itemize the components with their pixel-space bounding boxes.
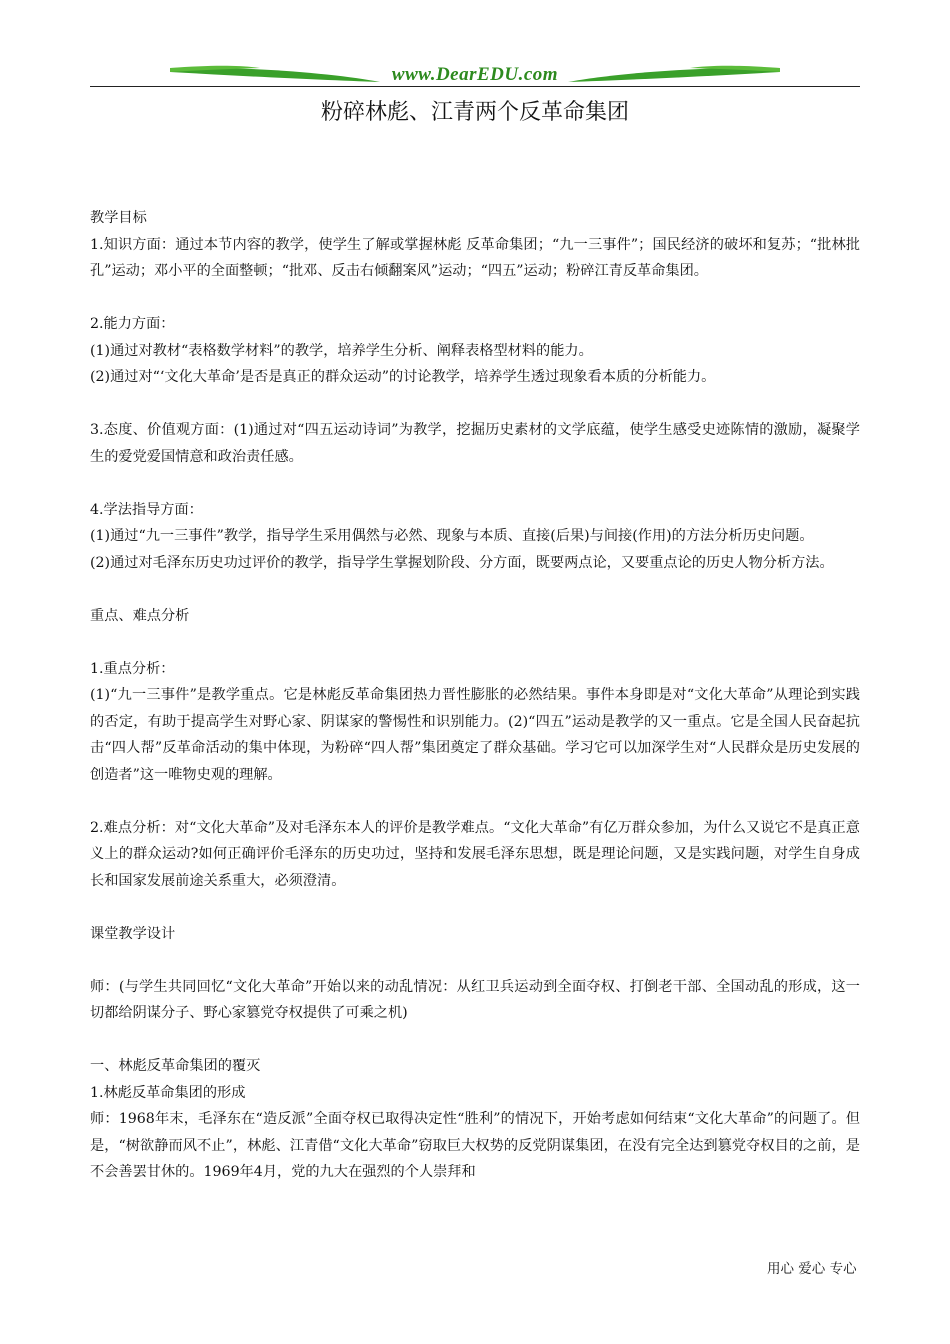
paragraph: (1)通过对教材“表格数学材料”的教学，培养学生分析、阐释表格型材料的能力。: [90, 342, 593, 359]
paragraph: 4.学法指导方面：: [90, 501, 203, 518]
paragraph-gap: [90, 1027, 860, 1054]
paragraph: 2.难点分析：对“文化大革命”及对毛泽东本人的评价是教学难点。“文化大革命”有亿万群众参加，为什么又说它不是真正意义上的群众运动?如何正确评价毛泽东的历史功过，坚持和发展毛泽东思想，既是理论问题，又是实践问题，对学生自身成长和国家发展前途关系重大，必须澄清。: [90, 819, 860, 889]
paragraph: 2.能力方面：: [90, 316, 175, 332]
paragraph-gap: [90, 576, 860, 603]
paragraph-gap: [90, 947, 860, 974]
page-title: 粉碎林彪、江青两个反革命集团: [320, 100, 629, 125]
paragraph: 1.林彪反革命集团的形成: [90, 1084, 246, 1101]
paragraph-gap: [90, 391, 860, 418]
paragraph: 1.重点分析：: [90, 660, 175, 677]
paragraph-gap: [90, 285, 860, 312]
paragraph: (2)通过对毛泽东历史功过评价的教学，指导学生掌握划阶段、分方面，既要两点论，又要重点论的历史人物分析方法。: [90, 554, 834, 571]
site-brand[interactable]: www.DearEDU.com: [391, 64, 559, 85]
paragraph: (1)通过“九一三事件”教学，指导学生采用偶然与必然、现象与本质、直接(后果)与间接(作用)的方法分析历史问题。: [90, 528, 814, 544]
paragraph: 师：1968年末，毛泽东在“造反派”全面夺权已取得决定性“胜利”的情况下，开始考虑如何结束“文化大革命”的问题了。但是，“树欲静而风不止”，林彪、江青借“文化大革命”窃取巨大权势的反党阴谋集团，在没有完全达到篡党夺权目的之前，是不会善罢甘休的。1969年4月，党的九大在强烈的个人崇拜和: [90, 1111, 860, 1180]
document-body: [90, 205, 860, 1186]
paragraph: 教学目标: [90, 210, 147, 226]
paragraph-gap: [90, 470, 860, 497]
paragraph-gap: [90, 894, 860, 921]
footer-slogan: 用心 爱心 专心: [767, 1261, 857, 1277]
paragraph: 一、林彪反革命集团的覆灭: [90, 1058, 261, 1074]
header-rule: [90, 86, 860, 87]
paragraph: (1)“九一三事件”是教学重点。它是林彪反革命集团热力晋性膨胀的必然结果。事件本身即是对“文化大革命”从理论到实践的否定，有助于提高学生对野心家、阴谋家的警惕性和识别能力。(2)“四五”运动是教学的又一重点。它是全国人民奋起抗击“四人帮”反革命活动的集中体现，为粉碎“四人帮”集团奠定了群众基础。学习它可以加深学生对“人民群众是历史发展的创造者”这一唯物史观的理解。: [90, 687, 860, 783]
paragraph-gap: [90, 788, 860, 815]
paragraph: 师：(与学生共同回忆“文化大革命”开始以来的动乱情况：从红卫兵运动到全面夺权、打倒老干部、全国动乱的形成，这一切都给阴谋分子、野心家篡党夺权提供了可乘之机): [90, 978, 860, 1021]
paragraph-gap: [90, 629, 860, 656]
paragraph: 1.知识方面：通过本节内容的教学，使学生了解或掌握林彪 反革命集团；“九一三事件”；国民经济的破坏和复苏；“批林批孔”运动；邓小平的全面整顿；“批邓、反击右倾翻案风”运动；“四五”运动；粉碎江青反革命集团。: [90, 236, 860, 279]
paragraph: 重点、难点分析: [90, 607, 190, 624]
paragraph: 课堂教学设计: [90, 925, 176, 942]
paragraph: (2)通过对“‘文化大革命’是否是真正的群众运动”的讨论教学，培养学生透过现象看本质的分析能力。: [90, 369, 716, 385]
paragraph: 3.态度、价值观方面：(1)通过对“四五运动诗词”为教学，挖掘历史素材的文学底蕴，使学生感受史迹陈情的激励，凝聚学生的爱党爱国情意和政治责任感。: [90, 422, 860, 465]
